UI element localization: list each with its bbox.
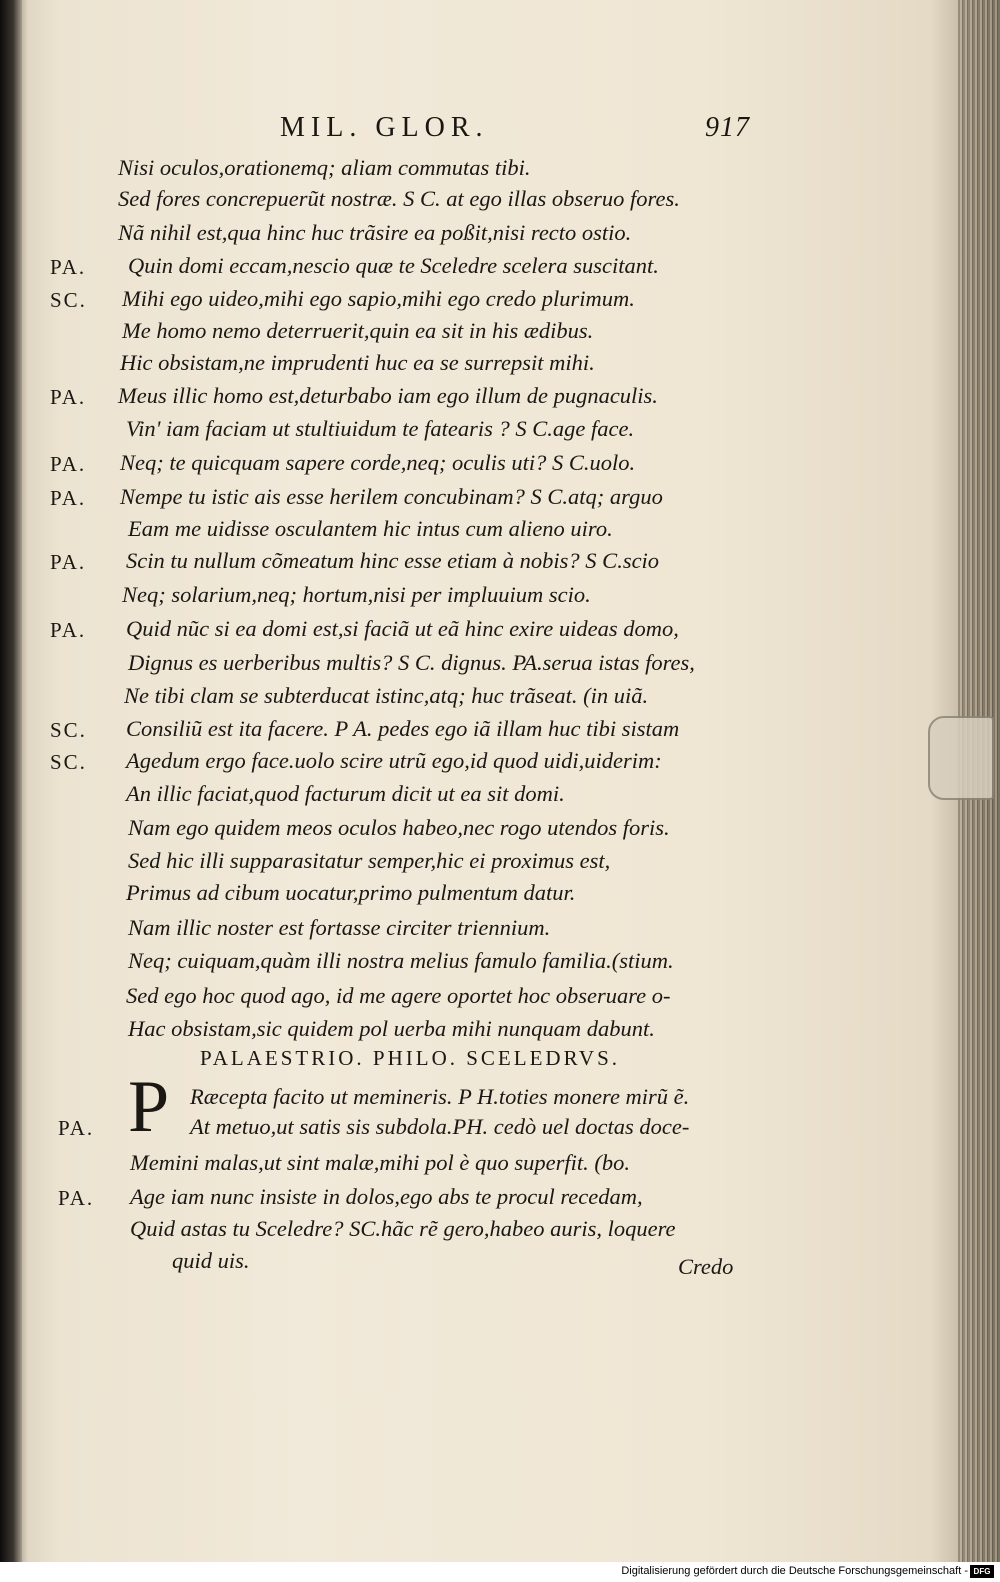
verse-text: Me homo nemo deterruerit,quin ea sit in his ædibus.	[122, 318, 594, 343]
verse-text: Quid nũc si ea domi est,si faciã ut eã hinc exire uideas domo,	[126, 616, 679, 641]
dfg-logo: DFG	[970, 1565, 994, 1578]
verse-text: Meus illic homo est,deturbabo iam ego illum de pugnaculis.	[118, 383, 658, 408]
speaker-label: PA.	[58, 1116, 95, 1140]
verse-text: Nam ego quidem meos oculos habeo,nec rogo utendos foris.	[128, 815, 670, 840]
verse-text: Sed ego hoc quod ago, id me agere oportet hoc obseruare o-	[126, 983, 671, 1008]
verse-text: Neq; te quicquam sapere corde,neq; oculis uti? S C.uolo.	[120, 450, 636, 475]
catchword: Credo	[678, 1254, 734, 1279]
verse-text: Nam illic noster est fortasse circiter triennium.	[128, 915, 551, 940]
speaker-label: PA.	[58, 1186, 95, 1210]
verse-text: Sed hic illi supparasitatur semper,hic ei proximus est,	[128, 848, 611, 873]
folio-number: 917	[705, 112, 750, 143]
verse-text: Ræcepta facito ut memineris. P H.toties monere mirũ ẽ.	[190, 1084, 690, 1109]
verse-text: Neq; cuiquam,quàm illi nostra melius famulo familia.(stium.	[128, 948, 674, 973]
verse-text: Nã nihil est,qua hinc huc trãsire ea poßit,nisi recto ostio.	[118, 220, 632, 245]
speaker-label: SC.	[50, 750, 87, 774]
footer-credit: Digitalisierung gefördert durch die Deutsche Forschungsgemeinschaft -	[621, 1565, 968, 1577]
running-title: MIL. GLOR.	[280, 112, 489, 143]
verse-text: Nempe tu istic ais esse herilem concubinam? S C.atq; arguo	[120, 484, 663, 509]
verse-text: Eam me uidisse osculantem hic intus cum alieno uiro.	[128, 516, 613, 541]
verse-text: Mihi ego uideo,mihi ego sapio,mihi ego credo plurimum.	[122, 286, 635, 311]
page-clip	[928, 716, 994, 800]
drop-capital: P	[128, 1066, 170, 1148]
verse-text: Consiliũ est ita facere. P A. pedes ego iã illam huc tibi sistam	[126, 716, 680, 741]
verse-text: At metuo,ut satis sis subdola.PH. cedò uel doctas doce-	[190, 1114, 690, 1139]
verse-text: Sed fores concrepuerũt nostræ. S C. at ego illas obseruo fores.	[118, 186, 680, 211]
book-spine	[0, 0, 22, 1562]
speaker-label: PA.	[50, 618, 87, 642]
verse-text: quid uis.	[172, 1248, 250, 1273]
running-header	[280, 112, 750, 152]
verse-text: Agedum ergo face.uolo scire utrũ ego,id quod uidi,uiderim:	[126, 748, 662, 773]
speaker-label: SC.	[50, 288, 87, 312]
verse-text: Hic obsistam,ne imprudenti huc ea se surrepsit mihi.	[120, 350, 595, 375]
speaker-label: PA.	[50, 550, 87, 574]
verse-text: Primus ad cibum uocatur,primo pulmentum datur.	[126, 880, 576, 905]
verse-text: Nisi oculos,orationemq; aliam commutas tibi.	[118, 155, 531, 180]
verse-text: Dignus es uerberibus multis? S C. dignus. PA.serua istas fores,	[128, 650, 695, 675]
verse-text: An illic faciat,quod facturum dicit ut ea sit domi.	[126, 781, 565, 806]
digitization-footer	[0, 1562, 1000, 1582]
speaker-label: PA.	[50, 452, 87, 476]
speaker-label: SC.	[50, 718, 87, 742]
speaker-label: PA.	[50, 255, 87, 279]
verse-text: Quin domi eccam,nescio quæ te Sceledre scelera suscitant.	[128, 253, 659, 278]
verse-text: Ne tibi clam se subterducat istinc,atq; huc trãseat. (in uiã.	[124, 683, 649, 708]
scene-heading-text: PALAESTRIO. PHILO. SCELEDRVS.	[200, 1046, 620, 1070]
verse-text: Neq; solarium,neq; hortum,nisi per impluuium scio.	[122, 582, 591, 607]
verse-text: Memini malas,ut sint malæ,mihi pol è quo superfit. (bo.	[130, 1150, 630, 1175]
verse-text: Age iam nunc insiste in dolos,ego abs te procul recedam,	[130, 1184, 643, 1209]
speaker-label: PA.	[50, 385, 87, 409]
verse-text: Hac obsistam,sic quidem pol uerba mihi nunquam dabunt.	[128, 1016, 655, 1041]
speaker-label: PA.	[50, 486, 87, 510]
verse-text: Vin' iam faciam ut stultiuidum te fatearis ? S C.age face.	[126, 416, 635, 441]
verse-text: Scin tu nullum cõmeatum hinc esse etiam à nobis? S C.scio	[126, 548, 660, 573]
verse-text: Quid astas tu Sceledre? SC.hãc rẽ gero,habeo auris, loquere	[130, 1216, 676, 1241]
